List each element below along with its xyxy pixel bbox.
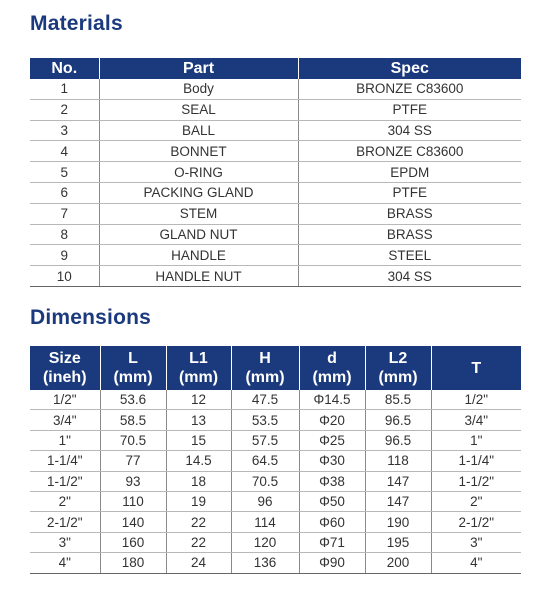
table-cell: STEM xyxy=(99,203,298,224)
header-l1-unit: (mm) xyxy=(178,369,219,386)
table-cell: BALL xyxy=(99,120,298,141)
materials-row xyxy=(30,99,521,120)
table-cell: 200 xyxy=(365,553,431,573)
table-cell: 10 xyxy=(30,266,99,287)
table-cell: HANDLE NUT xyxy=(99,266,298,287)
table-cell: 70.5 xyxy=(231,471,299,491)
table-cell: Φ25 xyxy=(299,430,365,450)
materials-row xyxy=(30,266,521,287)
table-cell: 1-1/2" xyxy=(431,471,521,491)
dimensions-title: Dimensions xyxy=(30,306,152,329)
table-cell: 3/4" xyxy=(431,410,521,430)
header-h-unit: (mm) xyxy=(245,369,285,386)
table-cell: Φ38 xyxy=(299,471,365,491)
table-cell: STEEL xyxy=(298,245,521,266)
materials-table xyxy=(30,58,521,287)
header-l2 xyxy=(365,346,431,390)
table-cell: 3" xyxy=(431,532,521,552)
header-l2-label: L2 xyxy=(388,350,408,367)
table-cell: 85.5 xyxy=(365,390,431,410)
table-cell: 118 xyxy=(365,451,431,471)
table-cell: 47.5 xyxy=(231,390,299,410)
table-cell: 4 xyxy=(30,141,99,162)
table-cell: 93 xyxy=(100,471,166,491)
table-cell: Φ14.5 xyxy=(299,390,365,410)
table-cell: 3" xyxy=(30,532,100,552)
table-cell: 1 xyxy=(30,79,99,99)
table-cell: 13 xyxy=(166,410,231,430)
materials-row xyxy=(30,245,521,266)
materials-row xyxy=(30,162,521,183)
table-cell: 180 xyxy=(100,553,166,573)
table-cell: BRONZE C83600 xyxy=(298,141,521,162)
table-cell: 136 xyxy=(231,553,299,573)
table-cell: 12 xyxy=(166,390,231,410)
table-cell: 18 xyxy=(166,471,231,491)
table-cell: PTFE xyxy=(298,99,521,120)
header-spec: Spec xyxy=(298,58,521,79)
table-cell: 58.5 xyxy=(100,410,166,430)
header-part: Part xyxy=(99,58,298,79)
materials-row xyxy=(30,224,521,245)
table-cell: 5 xyxy=(30,162,99,183)
header-size-label: Size xyxy=(48,350,81,367)
header-h-label: H xyxy=(259,350,271,367)
table-cell: SEAL xyxy=(99,99,298,120)
table-cell: 1/2" xyxy=(30,390,100,410)
table-cell: GLAND NUT xyxy=(99,224,298,245)
table-cell: 304 SS xyxy=(298,266,521,287)
header-l1 xyxy=(166,346,231,390)
table-cell: 2" xyxy=(431,491,521,511)
table-cell: 140 xyxy=(100,512,166,532)
table-cell: 120 xyxy=(231,532,299,552)
dimensions-row xyxy=(30,512,521,532)
table-cell: 15 xyxy=(166,430,231,450)
header-size-unit: (ineh) xyxy=(42,369,87,386)
table-cell: 64.5 xyxy=(231,451,299,471)
table-cell: HANDLE xyxy=(99,245,298,266)
table-cell: 77 xyxy=(100,451,166,471)
table-cell: 9 xyxy=(30,245,99,266)
table-cell: 57.5 xyxy=(231,430,299,450)
table-cell: 3 xyxy=(30,120,99,141)
table-cell: 304 SS xyxy=(298,120,521,141)
table-cell: EPDM xyxy=(298,162,521,183)
materials-row xyxy=(30,141,521,162)
dimensions-row xyxy=(30,410,521,430)
header-size xyxy=(30,346,100,390)
table-cell: 22 xyxy=(166,512,231,532)
materials-row xyxy=(30,79,521,99)
table-cell: 114 xyxy=(231,512,299,532)
table-cell: Φ71 xyxy=(299,532,365,552)
table-cell: 4" xyxy=(30,553,100,573)
header-t-label: T xyxy=(471,359,482,377)
table-cell: BRONZE C83600 xyxy=(298,79,521,99)
table-cell: 3/4" xyxy=(30,410,100,430)
table-cell: 190 xyxy=(365,512,431,532)
header-d xyxy=(299,346,365,390)
table-cell: 1-1/4" xyxy=(30,451,100,471)
table-cell: 1" xyxy=(30,430,100,450)
table-cell: Φ90 xyxy=(299,553,365,573)
table-cell: 1-1/4" xyxy=(431,451,521,471)
header-t xyxy=(431,346,521,390)
table-cell: 6 xyxy=(30,182,99,203)
header-l-label: L xyxy=(128,350,138,367)
dimensions-row xyxy=(30,532,521,552)
table-cell: 96.5 xyxy=(365,410,431,430)
table-cell: 2-1/2" xyxy=(30,512,100,532)
table-cell: Body xyxy=(99,79,298,99)
table-cell: 24 xyxy=(166,553,231,573)
header-d-label: d xyxy=(327,350,337,367)
table-cell: 2 xyxy=(30,99,99,120)
materials-row xyxy=(30,203,521,224)
table-cell: 53.5 xyxy=(231,410,299,430)
table-cell: 19 xyxy=(166,491,231,511)
table-cell: Φ30 xyxy=(299,451,365,471)
dimensions-row xyxy=(30,491,521,511)
materials-row xyxy=(30,182,521,203)
table-cell: PTFE xyxy=(298,182,521,203)
dimensions-table xyxy=(30,346,521,574)
materials-header-row xyxy=(30,58,521,79)
table-cell: 2" xyxy=(30,491,100,511)
header-l xyxy=(100,346,166,390)
table-cell: 53.6 xyxy=(100,390,166,410)
dimensions-row xyxy=(30,451,521,471)
table-cell: O-RING xyxy=(99,162,298,183)
table-cell: 110 xyxy=(100,491,166,511)
table-cell: 96 xyxy=(231,491,299,511)
dimensions-header-row xyxy=(30,346,521,390)
table-cell: 96.5 xyxy=(365,430,431,450)
dimensions-row xyxy=(30,553,521,573)
materials-title: Materials xyxy=(30,12,123,35)
header-l1-label: L1 xyxy=(189,350,208,367)
table-cell: 1" xyxy=(431,430,521,450)
header-no: No. xyxy=(30,58,99,79)
table-cell: 160 xyxy=(100,532,166,552)
table-cell: 22 xyxy=(166,532,231,552)
table-cell: BRASS xyxy=(298,224,521,245)
table-cell: 4" xyxy=(431,553,521,573)
table-cell: 1/2" xyxy=(431,390,521,410)
materials-row xyxy=(30,120,521,141)
dimensions-row xyxy=(30,471,521,491)
header-l-unit: (mm) xyxy=(113,369,153,386)
table-cell: 8 xyxy=(30,224,99,245)
dimensions-row xyxy=(30,390,521,410)
table-cell: 70.5 xyxy=(100,430,166,450)
table-cell: 147 xyxy=(365,471,431,491)
header-h xyxy=(231,346,299,390)
header-l2-unit: (mm) xyxy=(378,369,418,386)
header-d-unit: (mm) xyxy=(312,369,352,386)
table-cell: 2-1/2" xyxy=(431,512,521,532)
table-cell: BRASS xyxy=(298,203,521,224)
dimensions-row xyxy=(30,430,521,450)
table-cell: 14.5 xyxy=(166,451,231,471)
table-cell: 195 xyxy=(365,532,431,552)
table-cell: 147 xyxy=(365,491,431,511)
table-cell: PACKING GLAND xyxy=(99,182,298,203)
table-cell: 1-1/2" xyxy=(30,471,100,491)
table-cell: BONNET xyxy=(99,141,298,162)
table-cell: Φ60 xyxy=(299,512,365,532)
table-cell: Φ50 xyxy=(299,491,365,511)
table-cell: 7 xyxy=(30,203,99,224)
table-cell: Φ20 xyxy=(299,410,365,430)
